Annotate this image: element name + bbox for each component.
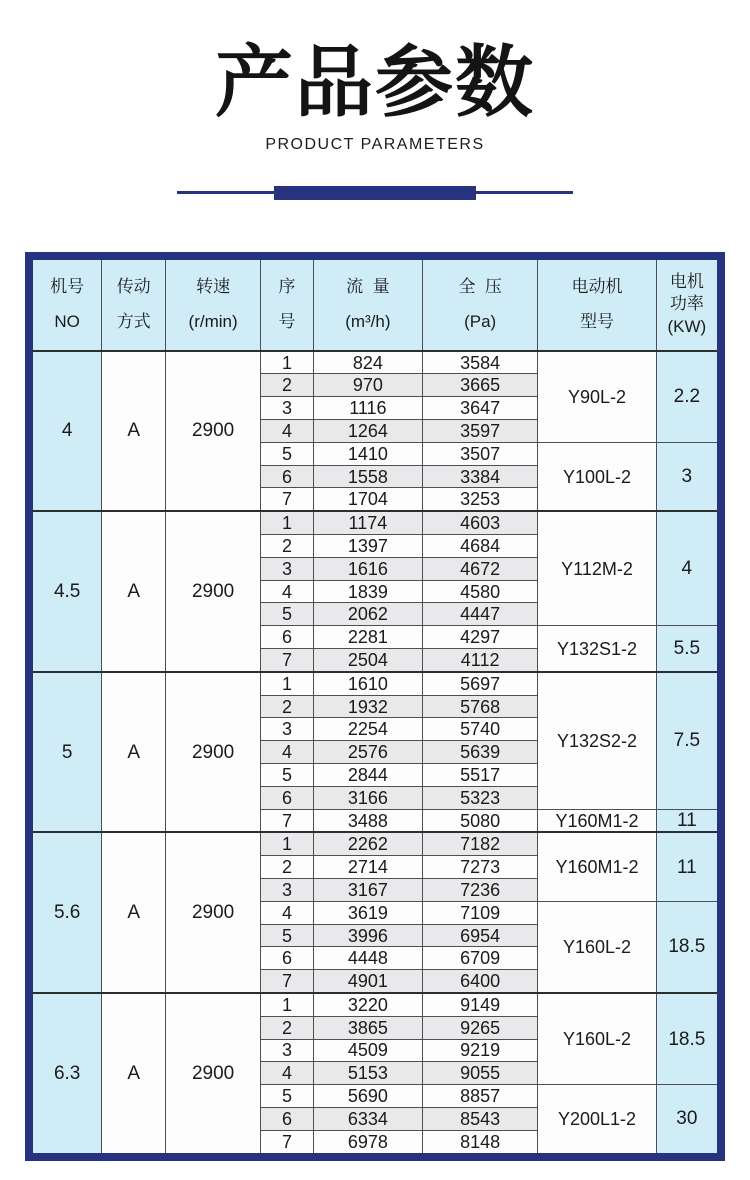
cell-index: 5 <box>261 1085 314 1108</box>
cell-pressure: 3584 <box>423 351 538 374</box>
cell-flow: 1616 <box>313 557 422 580</box>
column-header-line: 流 量 <box>346 276 390 296</box>
title-section <box>0 0 750 200</box>
column-header-lines <box>657 260 717 350</box>
cell-flow: 4901 <box>313 970 422 993</box>
cell-flow: 2576 <box>313 741 422 764</box>
cell-flow: 3220 <box>313 993 422 1016</box>
column-header-line: 转速 <box>196 276 231 296</box>
cell-speed: 2900 <box>166 511 261 672</box>
column-header-line: 机号 <box>50 276 85 296</box>
cell-flow: 2844 <box>313 764 422 787</box>
column-header-line: 号 <box>278 312 296 332</box>
cell-pressure: 3597 <box>423 420 538 443</box>
cell-pressure: 6400 <box>423 970 538 993</box>
cell-flow: 2254 <box>313 718 422 741</box>
cell-pressure: 3507 <box>423 442 538 465</box>
cell-index: 4 <box>261 420 314 443</box>
column-header-index <box>261 256 314 351</box>
table-body <box>29 351 721 1157</box>
cell-index: 2 <box>261 856 314 879</box>
column-header-line: 电机 <box>669 271 704 291</box>
cell-motor-model: Y100L-2 <box>538 442 656 511</box>
cell-pressure: 8148 <box>423 1130 538 1156</box>
cell-pressure: 4297 <box>423 626 538 649</box>
cell-index: 7 <box>261 809 314 832</box>
cell-pressure: 6954 <box>423 924 538 947</box>
column-header-line: (r/min) <box>188 312 238 332</box>
column-header-lines <box>538 260 655 350</box>
column-header-lines <box>423 260 537 350</box>
table-row <box>29 511 721 534</box>
column-header-line: (KW) <box>667 317 707 337</box>
cell-pressure: 7182 <box>423 832 538 855</box>
cell-pressure: 9055 <box>423 1062 538 1085</box>
cell-motor-power: 2.2 <box>656 351 721 443</box>
table-header-row <box>29 256 721 351</box>
cell-flow: 2714 <box>313 856 422 879</box>
cell-pressure: 4603 <box>423 511 538 534</box>
cell-motor-power: 18.5 <box>656 901 721 993</box>
cell-pressure: 4580 <box>423 580 538 603</box>
cell-flow: 2062 <box>313 603 422 626</box>
divider-bar <box>274 186 476 200</box>
column-header-motor <box>538 256 656 351</box>
cell-index: 4 <box>261 1062 314 1085</box>
cell-index: 7 <box>261 488 314 511</box>
cell-pressure: 6709 <box>423 947 538 970</box>
cell-pressure: 5323 <box>423 786 538 809</box>
cell-index: 4 <box>261 580 314 603</box>
cell-no: 4 <box>29 351 102 512</box>
cell-pressure: 9219 <box>423 1039 538 1062</box>
cell-flow: 6334 <box>313 1107 422 1130</box>
cell-index: 2 <box>261 535 314 558</box>
cell-pressure: 9265 <box>423 1016 538 1039</box>
cell-drive: A <box>102 351 166 512</box>
cell-motor-power: 5.5 <box>656 626 721 672</box>
cell-pressure: 8543 <box>423 1107 538 1130</box>
cell-flow: 2504 <box>313 649 422 672</box>
table-row <box>29 351 721 374</box>
cell-index: 1 <box>261 511 314 534</box>
cell-motor-model: Y132S2-2 <box>538 672 656 809</box>
cell-index: 3 <box>261 557 314 580</box>
cell-motor-model: Y112M-2 <box>538 511 656 625</box>
cell-flow: 5690 <box>313 1085 422 1108</box>
cell-flow: 1116 <box>313 397 422 420</box>
cell-flow: 5153 <box>313 1062 422 1085</box>
cell-flow: 3166 <box>313 786 422 809</box>
table-row <box>29 993 721 1016</box>
cell-flow: 1932 <box>313 695 422 718</box>
cell-motor-model: Y160L-2 <box>538 901 656 993</box>
cell-flow: 3619 <box>313 901 422 924</box>
parameters-table <box>25 252 725 1161</box>
cell-drive: A <box>102 672 166 833</box>
cell-no: 6.3 <box>29 993 102 1157</box>
column-header-lines <box>33 260 101 350</box>
cell-motor-power: 11 <box>656 832 721 901</box>
cell-pressure: 5768 <box>423 695 538 718</box>
page-subtitle: PRODUCT PARAMETERS <box>265 135 485 153</box>
cell-drive: A <box>102 993 166 1157</box>
cell-pressure: 4447 <box>423 603 538 626</box>
cell-index: 2 <box>261 695 314 718</box>
cell-pressure: 4112 <box>423 649 538 672</box>
cell-flow: 3488 <box>313 809 422 832</box>
cell-flow: 1704 <box>313 488 422 511</box>
cell-speed: 2900 <box>166 832 261 993</box>
cell-motor-power: 11 <box>656 809 721 832</box>
column-header-lines <box>314 260 422 350</box>
cell-motor-model: Y132S1-2 <box>538 626 656 672</box>
column-header-line: 序 <box>278 276 296 296</box>
cell-flow: 824 <box>313 351 422 374</box>
cell-index: 1 <box>261 832 314 855</box>
column-header-line: (m³/h) <box>345 312 391 332</box>
cell-index: 2 <box>261 374 314 397</box>
cell-index: 5 <box>261 764 314 787</box>
cell-index: 6 <box>261 947 314 970</box>
cell-index: 4 <box>261 741 314 764</box>
column-header-line: 功率 <box>669 294 704 314</box>
cell-index: 6 <box>261 786 314 809</box>
cell-no: 5 <box>29 672 102 833</box>
cell-motor-power: 4 <box>656 511 721 625</box>
cell-index: 1 <box>261 672 314 695</box>
cell-motor-model: Y160M1-2 <box>538 809 656 832</box>
cell-pressure: 4672 <box>423 557 538 580</box>
cell-speed: 2900 <box>166 351 261 512</box>
table-header <box>29 256 721 351</box>
cell-drive: A <box>102 511 166 672</box>
cell-flow: 1839 <box>313 580 422 603</box>
cell-speed: 2900 <box>166 993 261 1157</box>
cell-flow: 3996 <box>313 924 422 947</box>
cell-index: 6 <box>261 465 314 488</box>
cell-index: 4 <box>261 901 314 924</box>
cell-index: 7 <box>261 1130 314 1156</box>
table-row <box>29 672 721 695</box>
page-title: 产品参数 <box>214 38 535 126</box>
cell-pressure: 3384 <box>423 465 538 488</box>
cell-index: 3 <box>261 879 314 902</box>
cell-index: 7 <box>261 970 314 993</box>
column-header-no <box>29 256 102 351</box>
cell-flow: 1174 <box>313 511 422 534</box>
cell-pressure: 5697 <box>423 672 538 695</box>
cell-flow: 3167 <box>313 879 422 902</box>
cell-flow: 1264 <box>313 420 422 443</box>
cell-index: 2 <box>261 1016 314 1039</box>
cell-flow: 4509 <box>313 1039 422 1062</box>
column-header-flow <box>313 256 422 351</box>
column-header-drive <box>102 256 166 351</box>
cell-flow: 2281 <box>313 626 422 649</box>
cell-speed: 2900 <box>166 672 261 833</box>
cell-no: 4.5 <box>29 511 102 672</box>
cell-flow: 3865 <box>313 1016 422 1039</box>
cell-pressure: 3647 <box>423 397 538 420</box>
cell-index: 6 <box>261 626 314 649</box>
column-header-line: 电动机 <box>571 276 623 296</box>
cell-motor-model: Y160L-2 <box>538 993 656 1085</box>
cell-pressure: 8857 <box>423 1085 538 1108</box>
cell-index: 5 <box>261 442 314 465</box>
column-header-lines <box>102 260 165 350</box>
cell-motor-model: Y160M1-2 <box>538 832 656 901</box>
cell-flow: 970 <box>313 374 422 397</box>
column-header-line: 传动 <box>116 276 151 296</box>
cell-index: 6 <box>261 1107 314 1130</box>
column-header-lines <box>261 260 313 350</box>
cell-motor-model: Y200L1-2 <box>538 1085 656 1157</box>
parameters-table-wrap <box>25 252 725 1161</box>
column-header-pressure <box>423 256 538 351</box>
cell-pressure: 3665 <box>423 374 538 397</box>
column-header-lines <box>166 260 260 350</box>
cell-motor-power: 7.5 <box>656 672 721 809</box>
cell-index: 3 <box>261 1039 314 1062</box>
cell-index: 3 <box>261 718 314 741</box>
table-row <box>29 832 721 855</box>
cell-index: 1 <box>261 351 314 374</box>
column-header-line: (Pa) <box>464 312 497 332</box>
cell-flow: 1610 <box>313 672 422 695</box>
cell-motor-power: 18.5 <box>656 993 721 1085</box>
cell-pressure: 5740 <box>423 718 538 741</box>
cell-motor-power: 30 <box>656 1085 721 1157</box>
cell-pressure: 9149 <box>423 993 538 1016</box>
column-header-line: NO <box>54 312 80 332</box>
cell-drive: A <box>102 832 166 993</box>
cell-flow: 1397 <box>313 535 422 558</box>
cell-pressure: 7109 <box>423 901 538 924</box>
cell-pressure: 5639 <box>423 741 538 764</box>
cell-index: 1 <box>261 993 314 1016</box>
cell-flow: 4448 <box>313 947 422 970</box>
column-header-line: 方式 <box>116 312 151 332</box>
cell-pressure: 5080 <box>423 809 538 832</box>
cell-index: 3 <box>261 397 314 420</box>
cell-no: 5.6 <box>29 832 102 993</box>
cell-pressure: 4684 <box>423 535 538 558</box>
cell-pressure: 7273 <box>423 856 538 879</box>
cell-pressure: 5517 <box>423 764 538 787</box>
column-header-line: 全 压 <box>458 276 502 296</box>
cell-flow: 2262 <box>313 832 422 855</box>
cell-index: 7 <box>261 649 314 672</box>
cell-index: 5 <box>261 603 314 626</box>
cell-flow: 1558 <box>313 465 422 488</box>
cell-index: 5 <box>261 924 314 947</box>
title-divider <box>177 186 573 200</box>
column-header-speed <box>166 256 261 351</box>
cell-flow: 1410 <box>313 442 422 465</box>
cell-motor-power: 3 <box>656 442 721 511</box>
cell-flow: 6978 <box>313 1130 422 1156</box>
cell-pressure: 7236 <box>423 879 538 902</box>
column-header-line: 型号 <box>580 312 614 332</box>
column-header-power <box>656 256 721 351</box>
cell-motor-model: Y90L-2 <box>538 351 656 443</box>
cell-pressure: 3253 <box>423 488 538 511</box>
